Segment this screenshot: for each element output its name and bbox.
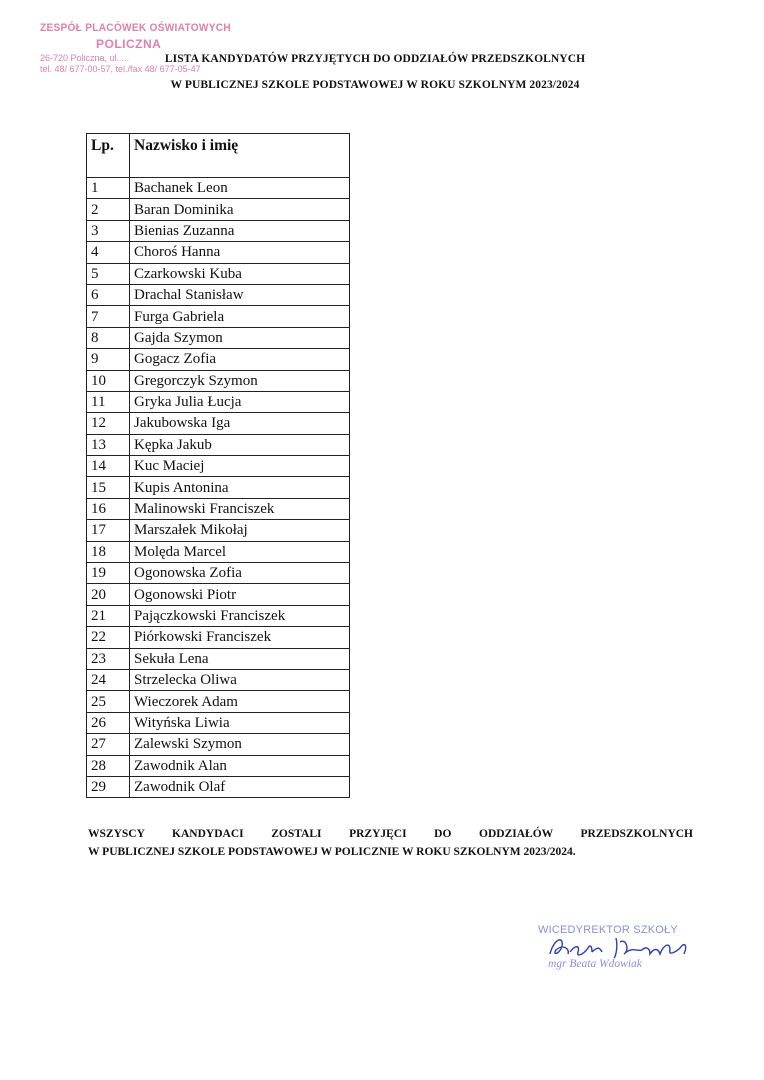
table-row bbox=[87, 391, 350, 412]
table-row bbox=[87, 520, 350, 541]
table-row bbox=[87, 648, 350, 669]
table-row bbox=[87, 306, 350, 327]
row-number: 12 bbox=[87, 413, 130, 434]
row-name: Kępka Jakub bbox=[130, 434, 350, 455]
row-name: Kuc Maciej bbox=[130, 456, 350, 477]
row-number: 2 bbox=[87, 199, 130, 220]
table-row bbox=[87, 541, 350, 562]
row-name: Zawodnik Alan bbox=[130, 755, 350, 776]
column-header-name: Nazwisko i imię bbox=[130, 134, 350, 178]
table-row bbox=[87, 327, 350, 348]
handwritten-signature bbox=[546, 932, 696, 962]
row-number: 8 bbox=[87, 327, 130, 348]
row-name: Jakubowska Iga bbox=[130, 413, 350, 434]
row-name: Zalewski Szymon bbox=[130, 734, 350, 755]
school-stamp bbox=[40, 22, 250, 74]
signature-name: mgr Beata Wdowiak bbox=[548, 958, 642, 970]
table-body bbox=[87, 178, 350, 798]
row-number: 10 bbox=[87, 370, 130, 391]
document-title-line-1: LISTA KANDYDATÓW PRZYJĘTYCH DO ODDZIAŁÓW PRZEDSZKOLNYCH bbox=[164, 53, 586, 65]
row-number: 7 bbox=[87, 306, 130, 327]
table-row bbox=[87, 242, 350, 263]
row-name: Molęda Marcel bbox=[130, 541, 350, 562]
row-number: 20 bbox=[87, 584, 130, 605]
notice-line-1: WSZYSCY KANDYDACI ZOSTALI PRZYJĘCI DO ODDZIAŁÓW PRZEDSZKOLNYCH bbox=[88, 828, 693, 840]
table-row bbox=[87, 712, 350, 733]
admission-notice bbox=[88, 825, 693, 861]
row-name: Malinowski Franciszek bbox=[130, 498, 350, 519]
row-number: 15 bbox=[87, 477, 130, 498]
table-row bbox=[87, 627, 350, 648]
table-row bbox=[87, 456, 350, 477]
column-header-number: Lp. bbox=[87, 134, 130, 178]
table-row bbox=[87, 220, 350, 241]
row-number: 14 bbox=[87, 456, 130, 477]
table-row bbox=[87, 178, 350, 199]
row-name: Baran Dominika bbox=[130, 199, 350, 220]
row-name: Wityńska Liwia bbox=[130, 712, 350, 733]
table-row bbox=[87, 755, 350, 776]
table-row bbox=[87, 349, 350, 370]
table-header-row bbox=[87, 134, 350, 178]
table-row bbox=[87, 263, 350, 284]
row-name: Marszałek Mikołaj bbox=[130, 520, 350, 541]
row-name: Drachal Stanisław bbox=[130, 284, 350, 305]
stamp-line-4: tel. 48/ 677-00-57, tel./fax 48/ 677-05-47 bbox=[40, 64, 201, 74]
row-number: 13 bbox=[87, 434, 130, 455]
row-number: 18 bbox=[87, 541, 130, 562]
row-number: 22 bbox=[87, 627, 130, 648]
row-name: Piórkowski Franciszek bbox=[130, 627, 350, 648]
row-number: 17 bbox=[87, 520, 130, 541]
row-name: Strzelecka Oliwa bbox=[130, 669, 350, 690]
row-number: 21 bbox=[87, 605, 130, 626]
row-name: Bienias Zuzanna bbox=[130, 220, 350, 241]
row-name: Zawodnik Olaf bbox=[130, 776, 350, 797]
row-name: Sekuła Lena bbox=[130, 648, 350, 669]
row-number: 25 bbox=[87, 691, 130, 712]
row-number: 29 bbox=[87, 776, 130, 797]
table-row bbox=[87, 284, 350, 305]
row-name: Furga Gabriela bbox=[130, 306, 350, 327]
row-name: Bachanek Leon bbox=[130, 178, 350, 199]
row-name: Pajączkowski Franciszek bbox=[130, 605, 350, 626]
row-number: 23 bbox=[87, 648, 130, 669]
table-row bbox=[87, 584, 350, 605]
table-row bbox=[87, 370, 350, 391]
row-number: 9 bbox=[87, 349, 130, 370]
row-number: 26 bbox=[87, 712, 130, 733]
table-row bbox=[87, 477, 350, 498]
table-row bbox=[87, 413, 350, 434]
row-name: Czarkowski Kuba bbox=[130, 263, 350, 284]
table-row bbox=[87, 669, 350, 690]
row-number: 27 bbox=[87, 734, 130, 755]
stamp-line-3: 26-720 Policzna, ul. ... bbox=[40, 53, 130, 63]
row-number: 4 bbox=[87, 242, 130, 263]
row-name: Choroś Hanna bbox=[130, 242, 350, 263]
row-number: 11 bbox=[87, 391, 130, 412]
row-name: Ogonowski Piotr bbox=[130, 584, 350, 605]
table-row bbox=[87, 199, 350, 220]
row-number: 1 bbox=[87, 178, 130, 199]
stamp-line-2: POLICZNA bbox=[96, 37, 162, 51]
table-row bbox=[87, 498, 350, 519]
row-number: 5 bbox=[87, 263, 130, 284]
row-number: 3 bbox=[87, 220, 130, 241]
row-number: 16 bbox=[87, 498, 130, 519]
row-number: 19 bbox=[87, 563, 130, 584]
row-name: Ogonowska Zofia bbox=[130, 563, 350, 584]
document-title-line-2: W PUBLICZNEJ SZKOLE PODSTAWOWEJ W ROKU SZKOLNYM 2023/2024 bbox=[170, 79, 580, 91]
row-number: 6 bbox=[87, 284, 130, 305]
row-name: Gryka Julia Łucja bbox=[130, 391, 350, 412]
notice-line-2: W PUBLICZNEJ SZKOLE PODSTAWOWEJ W POLICZNIE W ROKU SZKOLNYM 2023/2024. bbox=[88, 846, 576, 858]
row-number: 28 bbox=[87, 755, 130, 776]
table-row bbox=[87, 734, 350, 755]
table-row bbox=[87, 605, 350, 626]
row-number: 24 bbox=[87, 669, 130, 690]
row-name: Gogacz Zofia bbox=[130, 349, 350, 370]
table-row bbox=[87, 776, 350, 797]
row-name: Gajda Szymon bbox=[130, 327, 350, 348]
table-row bbox=[87, 563, 350, 584]
signature-role: WICEDYREKTOR SZKOŁY bbox=[538, 924, 678, 936]
signature-block bbox=[538, 924, 698, 970]
stamp-line-1: ZESPÓŁ PLACÓWEK OŚWIATOWYCH bbox=[40, 22, 231, 34]
row-name: Kupis Antonina bbox=[130, 477, 350, 498]
table-row bbox=[87, 434, 350, 455]
table-row bbox=[87, 691, 350, 712]
admitted-candidates-table bbox=[86, 133, 350, 798]
row-name: Wieczorek Adam bbox=[130, 691, 350, 712]
row-name: Gregorczyk Szymon bbox=[130, 370, 350, 391]
